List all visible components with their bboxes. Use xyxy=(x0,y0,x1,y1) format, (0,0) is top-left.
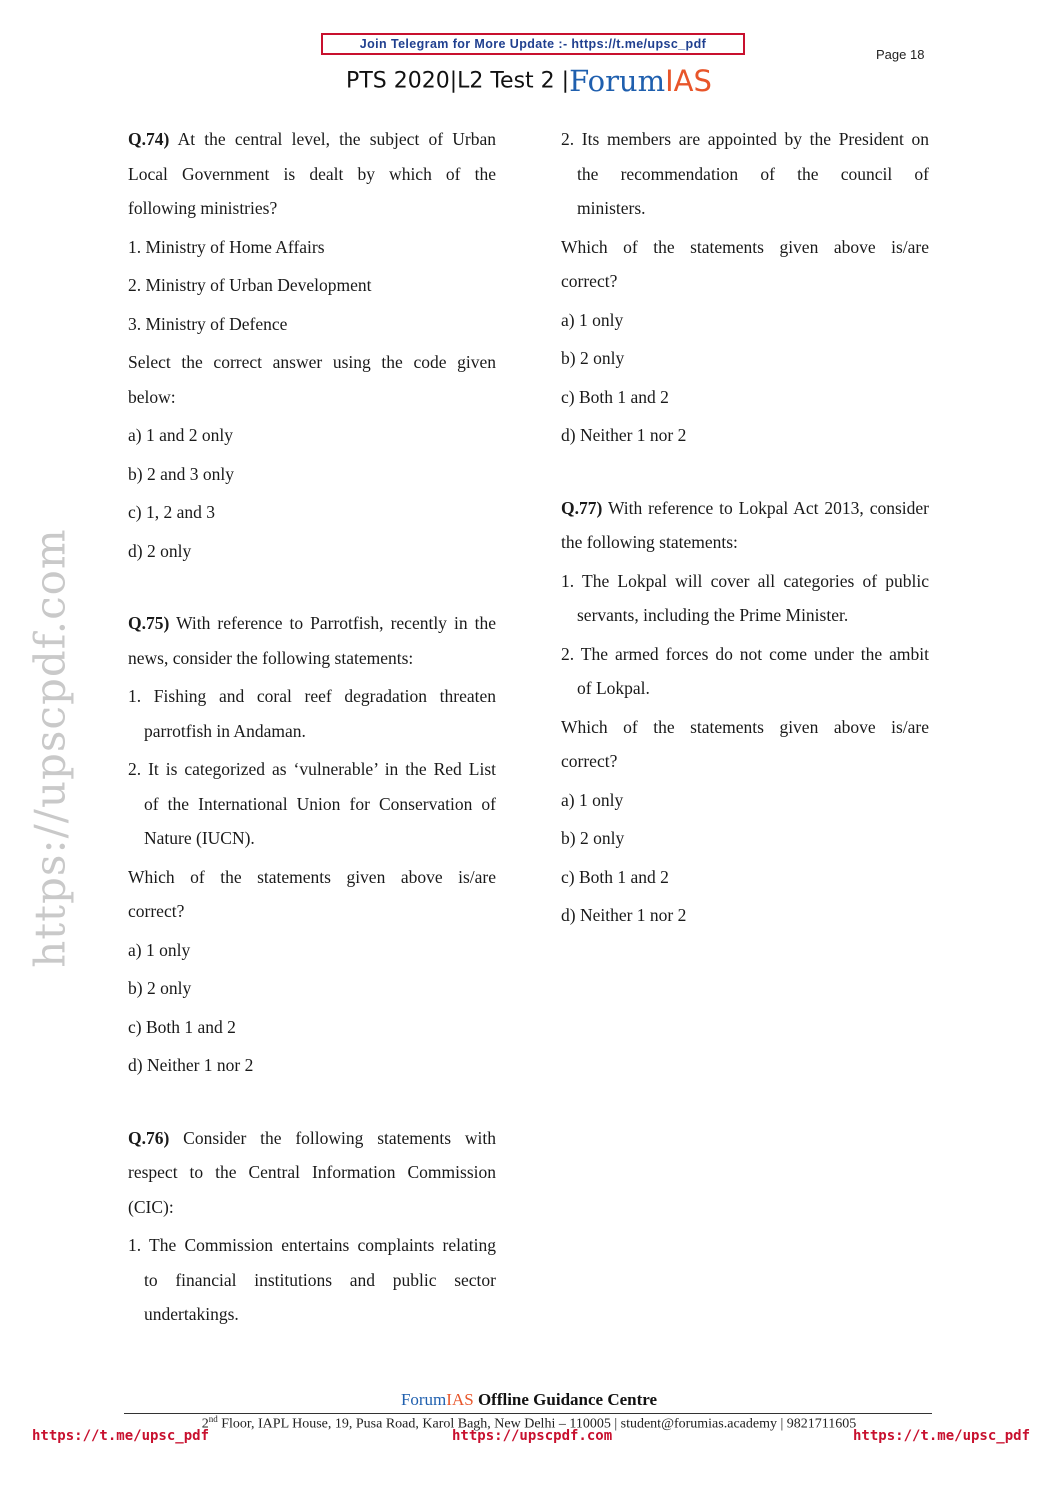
right-column xyxy=(561,122,929,933)
option-c: c) Both 1 and 2 xyxy=(561,386,669,407)
option-c: c) Both 1 and 2 xyxy=(128,1016,236,1037)
question-prompt: correct? xyxy=(561,751,618,771)
brand-ias: IAS xyxy=(665,64,712,98)
statement-1: 1. Fishing and coral reef degradation threaten xyxy=(128,686,496,706)
option-a: a) 1 only xyxy=(561,309,624,330)
statement-1-cont: parrotfish in Andaman. xyxy=(144,720,306,741)
floor-number: 2 xyxy=(201,1416,209,1432)
footer-centre: Offline Guidance Centre xyxy=(473,1390,658,1409)
watermark: https://upscpdf.com xyxy=(25,528,75,968)
list-item: 1. Ministry of Home Affairs xyxy=(128,236,325,257)
option-b: b) 2 only xyxy=(128,978,192,998)
option-c: c) Both 1 and 2 xyxy=(561,866,669,887)
question-number: Q.77) xyxy=(561,497,603,518)
brand-forum: Forum xyxy=(569,64,666,98)
instruction-text: Select the correct answer using the code given xyxy=(128,352,496,372)
footer-link-center[interactable]: https://upscpdf.com xyxy=(452,1428,613,1444)
test-title: PTS 2020|L2 Test 2 | xyxy=(346,68,570,94)
option-c: c) 1, 2 and 3 xyxy=(128,502,215,522)
option-a: a) 1 only xyxy=(128,939,191,960)
page-number: Page 18 xyxy=(876,47,925,62)
statement-2: 2. It is categorized as ‘vulnerable’ in the Red List xyxy=(128,759,496,779)
telegram-banner[interactable]: Join Telegram for More Update :- https://t.me/upsc_pdf xyxy=(321,33,745,55)
option-d: d) Neither 1 nor 2 xyxy=(561,425,687,445)
page-title xyxy=(0,64,1058,98)
question-prompt: Which of the statements given above is/are xyxy=(128,866,496,887)
option-b: b) 2 and 3 only xyxy=(128,463,234,484)
statement-1-cont: servants, including the Prime Minister. xyxy=(577,605,849,625)
instruction-text: below: xyxy=(128,386,176,407)
option-d: d) 2 only xyxy=(128,540,192,561)
question-stem: Local Government is dealt by which of the xyxy=(128,163,496,184)
question-stem: respect to the Central Information Commission xyxy=(128,1162,496,1182)
statement-1-cont: to financial institutions and public sector xyxy=(144,1269,496,1290)
statement-2: 2. The armed forces do not come under the ambit xyxy=(561,643,929,664)
option-d: d) Neither 1 nor 2 xyxy=(128,1055,254,1075)
question-stem: At the central level, the subject of Urban xyxy=(177,129,496,149)
list-item: 2. Ministry of Urban Development xyxy=(128,275,372,295)
question-stem: the following statements: xyxy=(561,532,738,552)
option-a: a) 1 only xyxy=(561,789,624,810)
statement-2-cont: ministers. xyxy=(577,198,646,218)
footer-brand-ias: IAS xyxy=(446,1390,474,1409)
floor-suffix: nd xyxy=(208,1414,218,1424)
question-76 xyxy=(128,1121,496,1332)
footer-link-right[interactable]: https://t.me/upsc_pdf xyxy=(853,1428,1031,1444)
footer-brand-forum: Forum xyxy=(400,1390,447,1409)
question-77 xyxy=(561,491,929,933)
option-a: a) 1 and 2 only xyxy=(128,425,233,445)
statement-1: 1. The Commission entertains complaints relating xyxy=(128,1235,496,1255)
question-number: Q.74) xyxy=(128,129,170,149)
question-stem: Consider the following statements with xyxy=(183,1127,496,1148)
question-76-continued xyxy=(561,122,929,453)
question-prompt: Which of the statements given above is/are xyxy=(561,716,929,737)
statement-2-cont: of the International Union for Conservation of xyxy=(144,793,496,814)
option-b: b) 2 only xyxy=(561,828,625,848)
option-b: b) 2 only xyxy=(561,348,625,368)
statement-2: 2. Its members are appointed by the President on xyxy=(561,129,929,149)
statement-2-cont: Nature (IUCN). xyxy=(144,828,255,848)
statement-1-cont: undertakings. xyxy=(144,1304,239,1324)
question-number: Q.75) xyxy=(128,613,170,633)
question-stem: news, consider the following statements: xyxy=(128,647,414,668)
question-stem: With reference to Lokpal Act 2013, consider xyxy=(607,497,929,518)
question-75 xyxy=(128,606,496,1083)
list-item: 3. Ministry of Defence xyxy=(128,313,288,334)
footer-title xyxy=(0,1390,1058,1410)
question-stem: With reference to Parrotfish, recently in the xyxy=(176,613,497,633)
question-prompt: Which of the statements given above is/are xyxy=(561,236,929,257)
question-number: Q.76) xyxy=(128,1127,170,1148)
option-d: d) Neither 1 nor 2 xyxy=(561,905,687,925)
question-prompt: correct? xyxy=(561,271,618,291)
left-column xyxy=(128,122,496,1332)
question-prompt: correct? xyxy=(128,901,185,921)
statement-2-cont: the recommendation of the council of xyxy=(577,163,929,184)
question-stem: (CIC): xyxy=(128,1196,174,1217)
statement-1: 1. The Lokpal will cover all categories of public xyxy=(561,570,929,591)
question-stem: following ministries? xyxy=(128,198,278,218)
statement-2-cont: of Lokpal. xyxy=(577,678,650,698)
footer-link-left[interactable]: https://t.me/upsc_pdf xyxy=(32,1428,210,1444)
question-74 xyxy=(128,122,496,568)
address-text: Floor, IAPL House, 19, Pusa Road, Karol Bagh, New Delhi – 110005 | student@forumias.academy | 9821711605 xyxy=(217,1416,857,1432)
